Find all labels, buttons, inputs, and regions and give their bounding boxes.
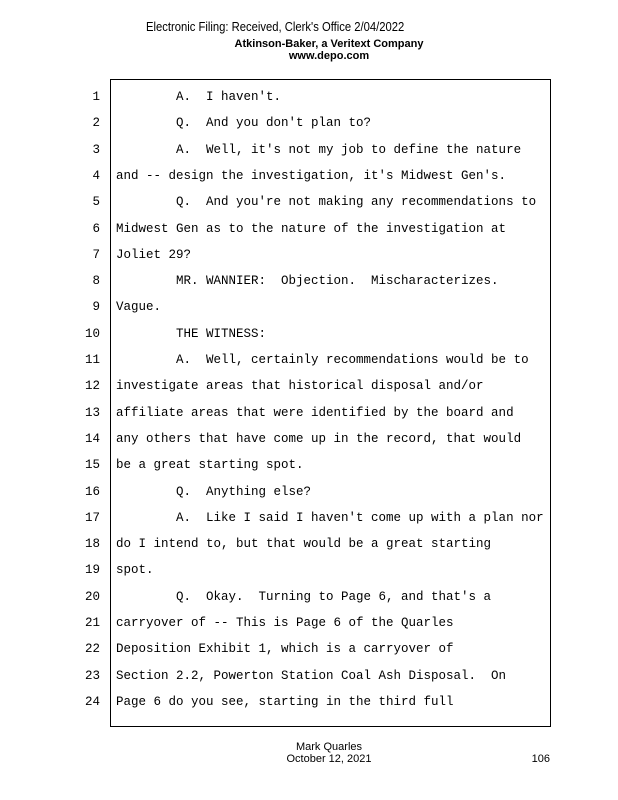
transcript-line: Section 2.2, Powerton Station Coal Ash Disposal. On [116,668,507,683]
transcript-line: Q. Anything else? [116,484,312,499]
line-number: 13 [84,405,100,420]
transcript-line: investigate areas that historical disposal and/or [116,379,484,394]
transcript-line: any others that have come up in the record, that would [116,431,522,446]
line-number: 20 [84,589,100,604]
line-number: 5 [92,195,100,210]
transcript-line: and -- design the investigation, it's Midwest Gen's. [116,168,507,183]
line-number: 12 [84,379,100,394]
line-number: 16 [84,484,100,499]
transcript-line: MR. WANNIER: Objection. Mischaracterizes. [116,274,499,289]
line-number: 17 [84,510,100,525]
page-number: 106 [531,753,550,765]
transcript-line: THE WITNESS: [116,326,267,341]
transcript-line: A. Well, certainly recommendations would be to [116,353,529,367]
filing-stamp: Electronic Filing: Received, Clerk's Office 2/04/2022 [146,20,405,34]
line-number: 14 [84,431,100,446]
transcript-line: Page 6 do you see, starting in the third full [116,694,454,709]
transcript-line: Q. And you're not making any recommendations to [116,195,537,210]
line-number: 6 [92,221,100,236]
line-number: 21 [84,616,100,630]
transcript-line: Q. And you don't plan to? [116,116,372,131]
line-number: 8 [92,274,100,289]
line-number: 23 [84,668,100,683]
transcript-line: Midwest Gen as to the nature of the investigation at [116,221,507,236]
line-number: 11 [84,353,100,367]
transcript-line: A. Well, it's not my job to define the nature [116,142,522,157]
line-number: 22 [84,642,100,657]
line-number: 9 [92,300,100,315]
line-number: 3 [92,142,100,157]
transcript-line: Vague. [116,300,162,315]
transcript-line: Deposition Exhibit 1, which is a carryover of [116,642,454,657]
transcript-line: A. I haven't. [116,90,282,104]
reporting-company: Atkinson-Baker, a Veritext Company [234,38,424,50]
deposition-date: October 12, 2021 [286,753,372,765]
line-number: 1 [92,90,100,104]
company-website: www.depo.com [288,50,370,62]
deponent-name: Mark Quarles [295,741,363,753]
transcript-line: be a great starting spot. [116,458,304,473]
transcript-line: A. Like I said I haven't come up with a plan nor [116,510,544,525]
line-number: 7 [92,247,100,262]
transcript-line: Joliet 29? [116,247,192,262]
line-number: 24 [84,694,100,709]
transcript-line: spot. [116,563,154,578]
transcript-line: Q. Okay. Turning to Page 6, and that's a [116,589,492,604]
line-number: 2 [92,116,100,131]
line-number: 10 [84,326,100,341]
line-number: 4 [92,168,100,183]
transcript-line: affiliate areas that were identified by the board and [116,405,514,420]
line-number: 19 [84,563,100,578]
line-number: 18 [84,537,100,552]
transcript-line: do I intend to, but that would be a great starting [116,537,492,552]
line-number: 15 [84,458,100,473]
transcript-line: carryover of -- This is Page 6 of the Quarles [116,616,454,630]
